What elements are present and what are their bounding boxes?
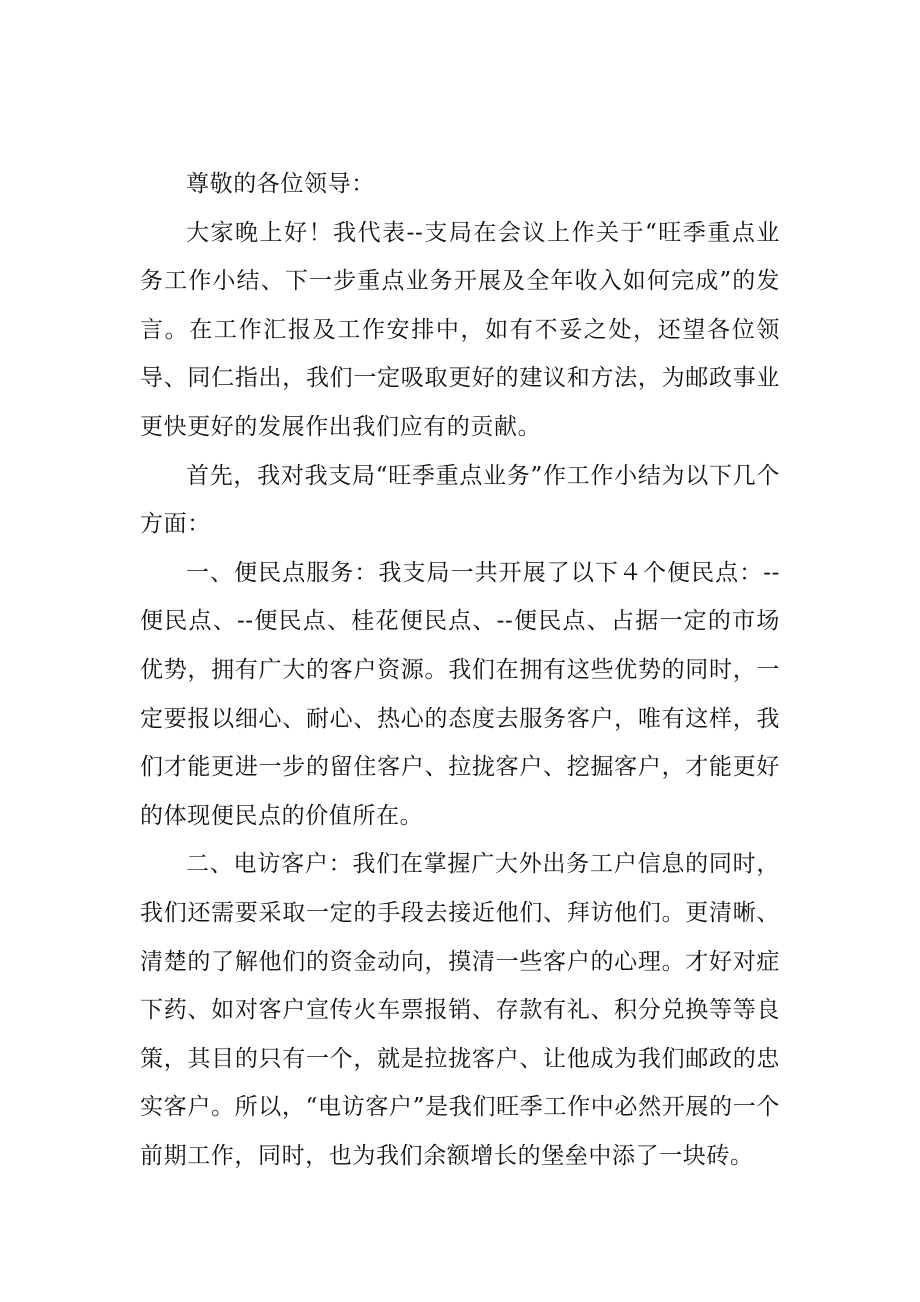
paragraph-summary-intro: 首先，我对我支局“旺季重点业务”作工作小结为以下几个方面： [140,462,780,538]
paragraph-convenience-points: 一、便民点服务：我支局一共开展了以下４个便民点：--便民点、--便民点、桂花便民点、--便民点、占据一定的市场优势，拥有广大的客户资源。我们在拥有这些优势的同时，一定要报以细心、耐心、热心的态度去服务客户，唯有这样，我们才能更进一步的留住客户、拉拢客户、挖掘客户，才能更好的体现便民点的价值所在。 [140,559,780,829]
document-body [140,160,780,1180]
paragraph-phone-visits: 二、电访客户：我们在掌握广大外出务工户信息的同时，我们还需要采取一定的手段去接近他们、拜访他们。更清晰、清楚的了解他们的资金动向，摸清一些客户的心理。才好对症下药、如对客户宣传火车票报销、存款有礼、积分兑换等等良策，其目的只有一个，就是拉拢客户、让他成为我们邮政的忠实客户。所以，“电访客户”是我们旺季工作中必然开展的一个前期工作，同时，也为我们余额增长的堡垒中添了一块砖。 [140,851,780,1169]
salutation: 尊敬的各位领导： [186,171,375,197]
paragraph-opening: 大家晚上好！我代表--支局在会议上作关于“旺季重点业务工作小结、下一步重点业务开展及全年收入如何完成”的发言。在工作汇报及工作安排中，如有不妥之处，还望各位领导、同仁指出，我们一定吸取更好的建议和方法，为邮政事业更快更好的发展作出我们应有的贡献。 [140,219,780,440]
